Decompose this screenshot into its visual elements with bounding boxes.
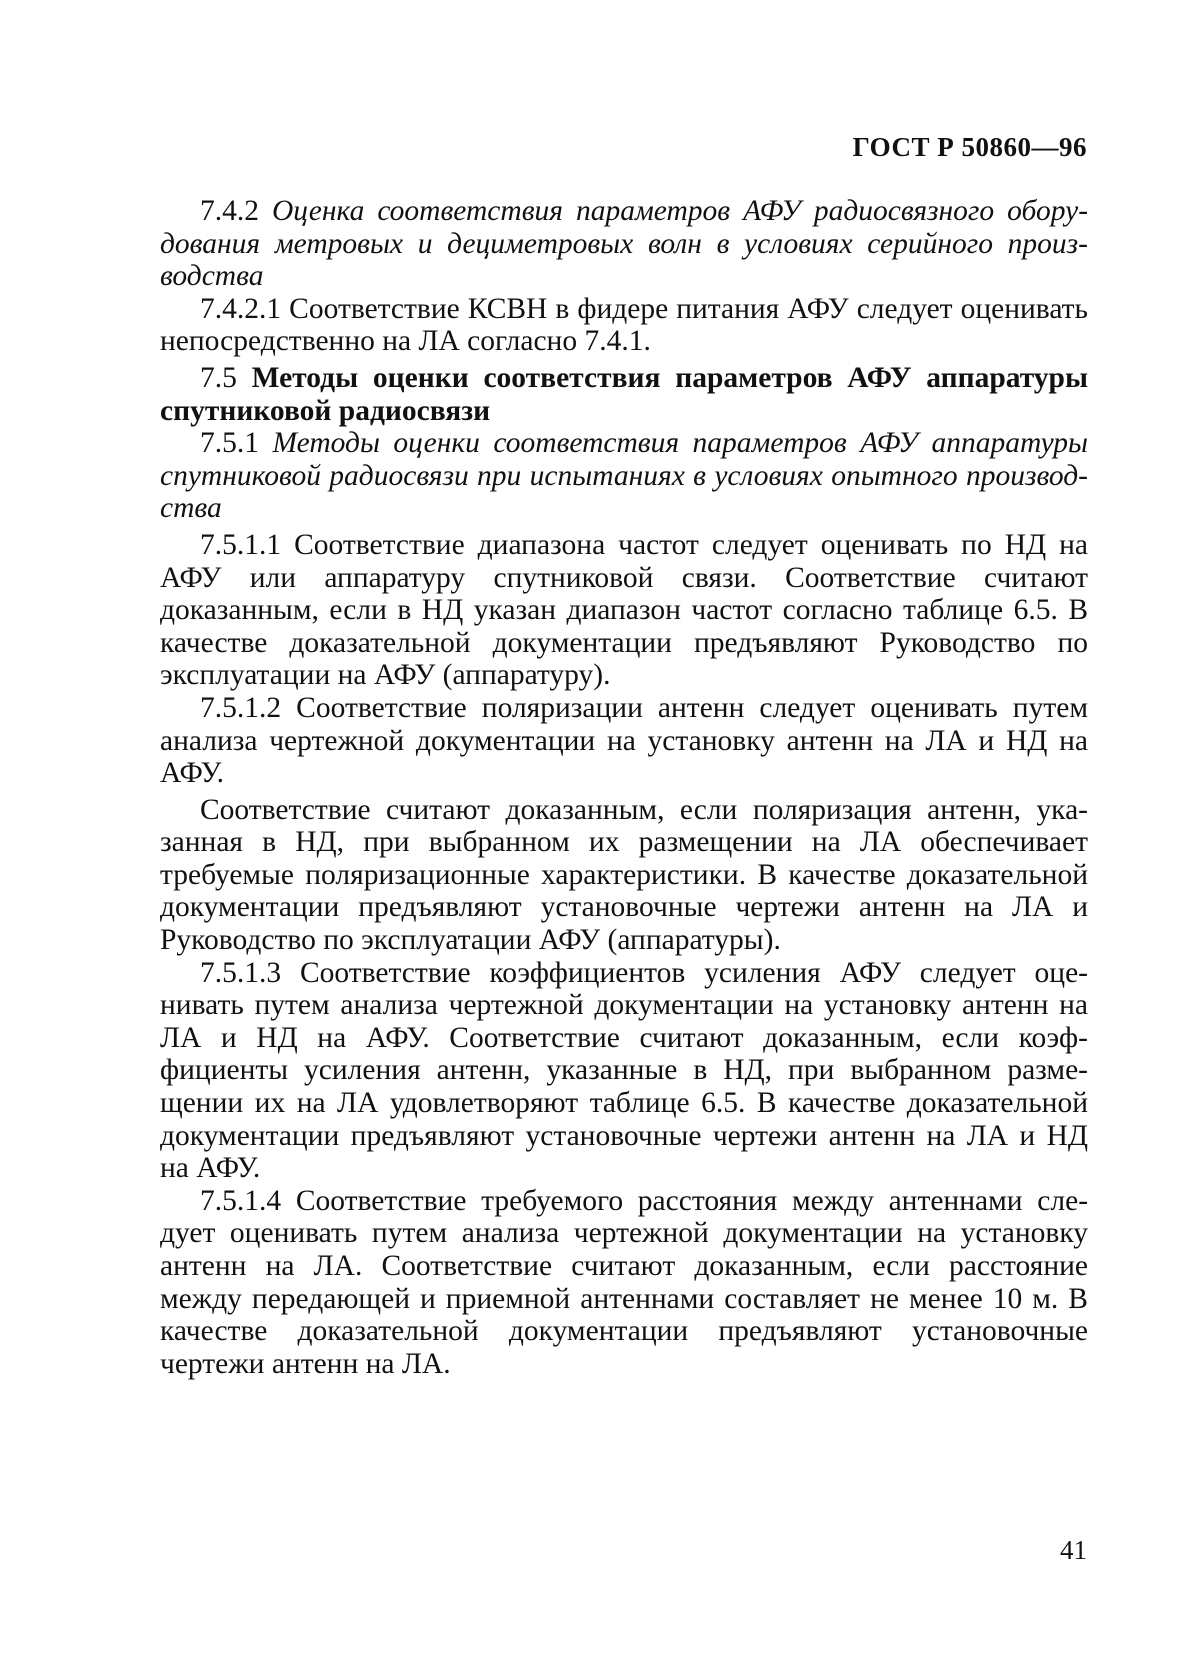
section-text: Соответствие коэффициентов усиления АФУ следует оценивать путем анализа чертежной документации на установку антенн на ЛА и НД на АФУ. Соответствие считают доказанным, если коэффициенты усиления антенн, указанные в НД, при выбранном размещении их на ЛА удовлетворяют таблице 6.5. В качестве доказательной документации предъявляют установочные чертежи антенн на ЛА и НД на АФУ.	[160, 956, 1088, 1185]
section-number: 7.5	[200, 361, 237, 394]
section-text: Соответствие поляризации антенн следует оценивать путем анализа чертежной документации на установку антенн на ЛА и НД на АФУ.	[160, 691, 1088, 790]
section-7-5-1	[160, 427, 1088, 525]
section-7-5-1-2	[160, 692, 1088, 790]
section-text: Оценка соответствия параметров АФУ радиосвязного оборудования метровых и дециметровых волн в условиях серийного производства	[160, 195, 1089, 293]
section-number: 7.4.2	[200, 195, 259, 227]
section-7-5	[160, 362, 1088, 427]
section-text: Соответствие диапазона частот следует оценивать по НД на АФУ или аппаратуру спутниковой связи. Соответствие считают доказанным, если в НД указан диапазон частот согласно таблице 6.5. В качестве доказательной документации предъявляют Руководство по эксплуатации на АФУ (аппаратуру).	[160, 528, 1088, 692]
section-number: 7.5.1.2	[200, 691, 282, 724]
section-number: 7.5.1	[200, 427, 259, 460]
section-7-5-1-3	[160, 957, 1088, 1185]
document-body	[160, 195, 1088, 1380]
section-text: Соответствие считают доказанным, если поляризация антенн, указанная в НД, при выбранном их размещении на ЛА обеспечивает требуемые поляризационные характеристики. В качестве доказательной документации предъявляют установочные чертежи антенн на ЛА и Руководство по эксплуатации АФУ (аппаратуры).	[160, 793, 1088, 957]
section-text: Методы оценки соответствия параметров АФУ аппаратуры спутниковой радиосвязи при испытаниях в условиях опытного производства	[160, 427, 1089, 525]
section-7-5-1-4	[160, 1185, 1088, 1381]
section-7-4-2	[160, 195, 1088, 293]
section-7-5-1-1	[160, 529, 1088, 692]
standard-header: ГОСТ Р 50860—96	[852, 132, 1087, 162]
section-heading: Методы оценки соответствия параметров АФУ аппаратуры спутниковой радиосвязи	[160, 361, 1088, 427]
section-7-4-2-1	[160, 293, 1088, 358]
section-number: 7.5.1.1	[200, 528, 282, 561]
section-number: 7.4.2.1	[200, 292, 282, 325]
section-text: Соответствие требуемого расстояния между антеннами следует оценивать путем анализа чертежной документации на установку антенн на ЛА. Соответствие считают доказанным, если расстояние между передающей и приемной антеннами составляет не менее 10 м. В качестве доказательной документации предъявляют установочные чертежи антенн на ЛА.	[160, 1184, 1089, 1380]
section-number: 7.5.1.3	[200, 956, 282, 989]
section-text: Соответствие КСВН в фидере питания АФУ следует оценивать непосредственно на ЛА согласно 7.4.1.	[160, 292, 1089, 358]
section-number: 7.5.1.4	[200, 1184, 282, 1217]
page-number: 41	[1060, 1535, 1087, 1565]
section-7-5-1-2-continued	[160, 794, 1088, 957]
